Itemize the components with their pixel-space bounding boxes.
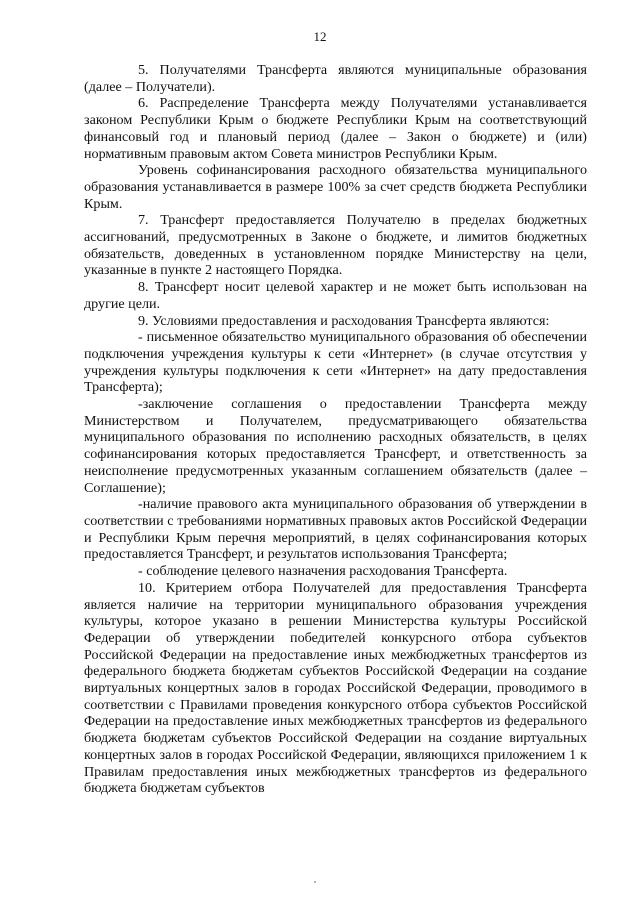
paragraph-5: 5. Получателями Трансферта являются муниципальные образования (далее – Получатели). (84, 62, 587, 95)
paragraph-9: 9. Условиями предоставления и расходования Трансферта являются: (138, 312, 550, 329)
document-body (84, 62, 587, 797)
paragraph-7: 7. Трансферт предоставляется Получателю в пределах бюджетных ассигнований, предусмотренных в Законе о бюджете, и лимитов бюджетных обязательств, доведенных в установленном порядке Министерству на цели, указанные в пункте 2 настоящего Порядка. (84, 212, 587, 279)
paragraph-cofinancing-level: Уровень софинансирования расходного обязательства муниципального образования устанавливается в размере 100% за счет средств бюджета Республики Крым. (84, 162, 587, 212)
condition-written-obligation: - письменное обязательство муниципального образования об обеспечении подключения учреждения культуры к сети «Интернет» (в случае отсутствия у учреждения культуры подключения к сети «Интернет» на дату предоставления Трансферта); (84, 329, 587, 396)
scan-speck (314, 881, 316, 883)
page-number: 12 (313, 29, 327, 44)
paragraph-6: 6. Распределение Трансферта между Получателями устанавливается законом Республики Крым о бюджете Республики Крым на соответствующий финансовый год и плановый период (далее – Закон о бюджете) и (или) нормативным правовым актом Совета министров Республики Крым. (84, 95, 587, 162)
paragraph-10: 10. Критерием отбора Получателей для предоставления Трансферта является наличие на территории муниципального образования учреждения культуры, которое указано в решении Министерства культуры Российской Федерации об утверждении победителей конкурсного отбора субъектов Российской Федерации на предоставление иных межбюджетных трансфертов из федерального бюджета бюджетам субъектов Российской Федерации на создание виртуальных концертных залов в городах Российской Федерации, проводимого в соответствии с Правилами проведения конкурсного отбора субъектов Российской Федерации на предоставление иных межбюджетных трансфертов из федерального бюджета бюджетам субъектов Российской Федерации на создание виртуальных концертных залов в городах Российской Федерации, являющихся приложением 1 к Правилам предоставления иных межбюджетных трансфертов из федерального бюджета бюджетам субъектов (84, 579, 587, 797)
condition-agreement: -заключение соглашения о предоставлении Трансферта между Министерством и Получателем, предусматривающего обязательства муниципального образования по исполнению расходных обязательств, в целях софинансирования которых предоставляется Трансферт, и ответственность за неисполнение предусмотренных указанным соглашением обязательств (далее – Соглашение); (84, 396, 587, 496)
paragraph-8: 8. Трансферт носит целевой характер и не может быть использован на другие цели. (84, 279, 587, 312)
condition-target-use: - соблюдение целевого назначения расходования Трансферта. (138, 563, 508, 580)
condition-legal-act: -наличие правового акта муниципального образования об утверждении в соответствии с требованиями нормативных правовых актов Российской Федерации и Республики Крым перечня мероприятий, в целях софинансирования которых предоставляется Трансферт, и результатов использования Трансферта; (84, 496, 587, 563)
